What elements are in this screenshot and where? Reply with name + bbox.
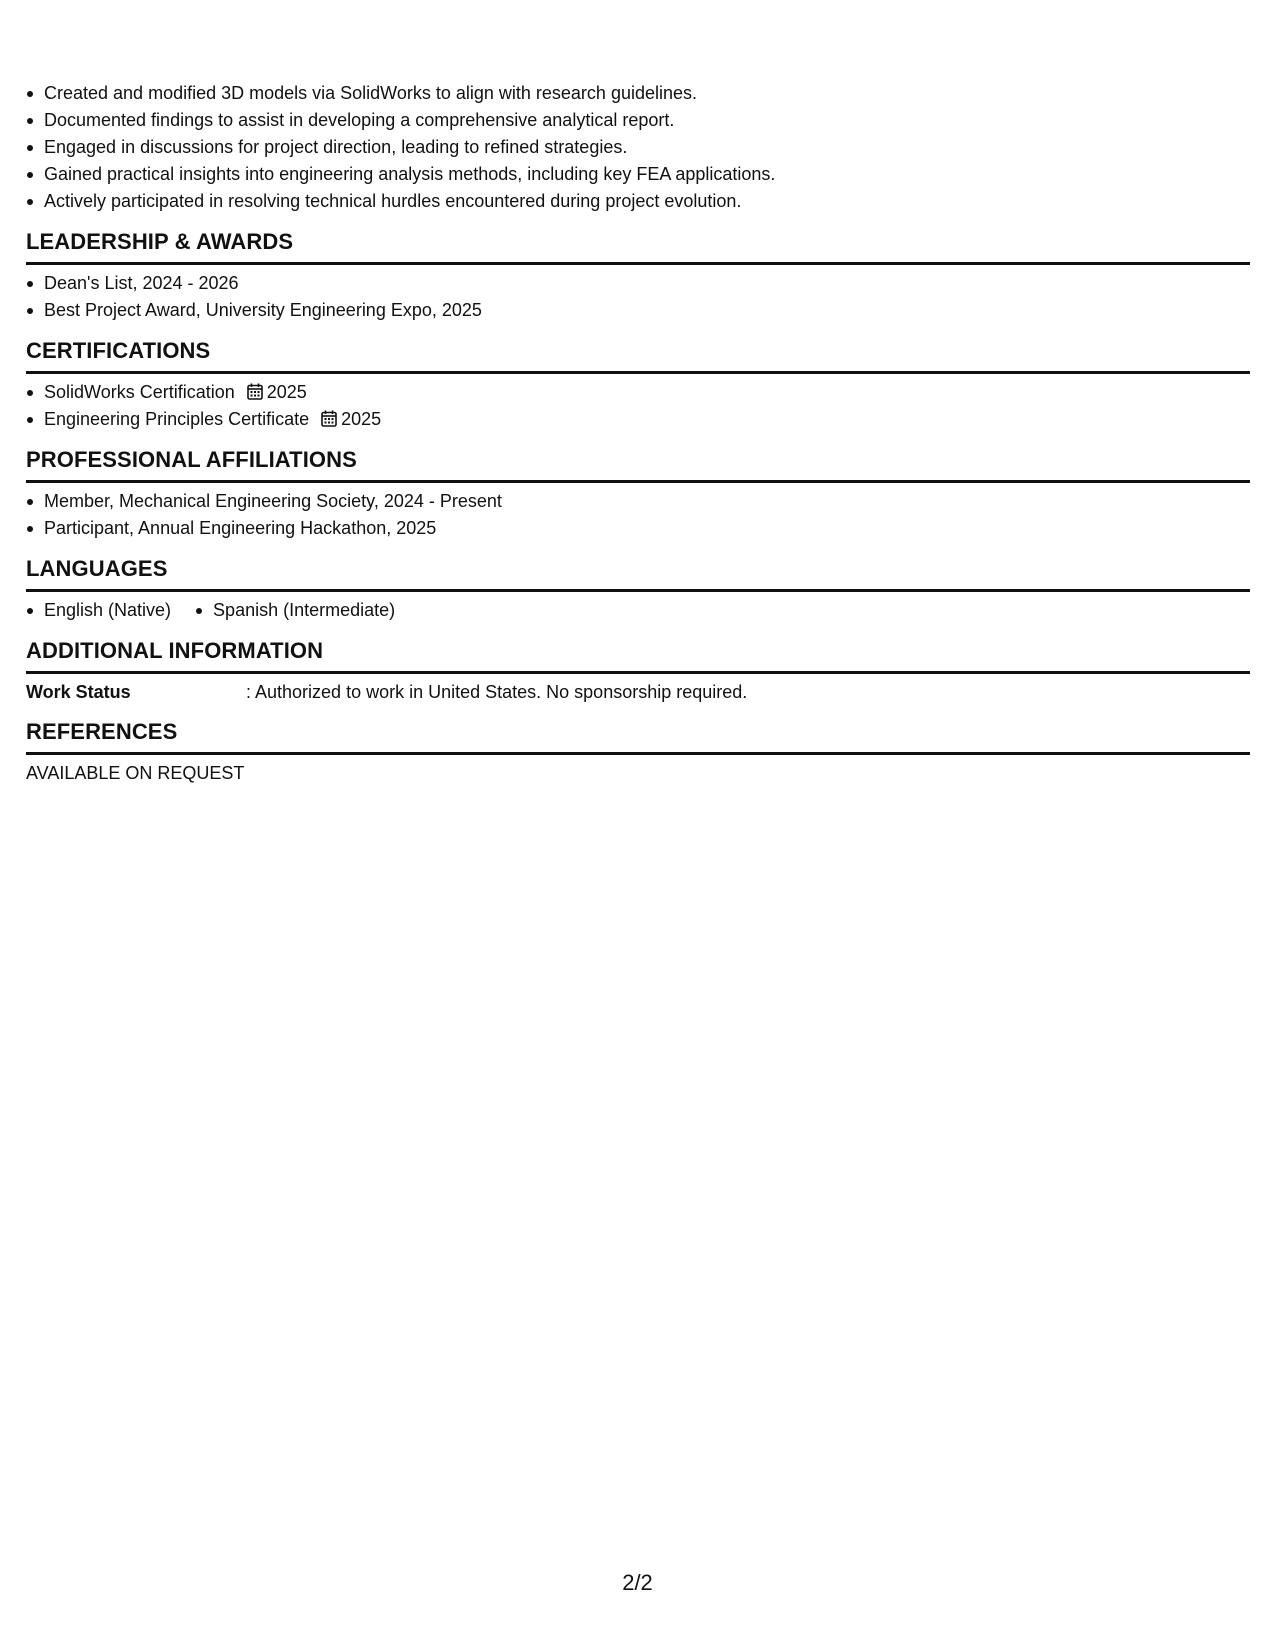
page-number: 2/2 (622, 1570, 653, 1595)
certification-name: Engineering Principles Certificate (44, 409, 310, 429)
additional-info-section (26, 637, 1250, 705)
experience-bullet: Documented findings to assist in developing a comprehensive analytical report. (26, 107, 1250, 134)
leadership-item: Best Project Award, University Engineering Expo, 2025 (26, 297, 1250, 324)
languages-list (26, 597, 1250, 624)
language-item: Spanish (Intermediate) (195, 597, 395, 624)
experience-bullet: Gained practical insights into engineering analysis methods, including key FEA applications. (26, 161, 1250, 188)
certifications-list (26, 379, 1250, 433)
leadership-section (26, 228, 1250, 324)
leadership-list (26, 270, 1250, 324)
experience-bullet: Actively participated in resolving technical hurdles encountered during project evolution. (26, 188, 1250, 215)
affiliation-item: Participant, Annual Engineering Hackathon, 2025 (26, 515, 1250, 542)
section-heading-languages: LANGUAGES (26, 555, 1250, 592)
work-status-label: Work Status (26, 682, 131, 702)
certification-year: 2025 (341, 409, 382, 429)
language-item: English (Native) (26, 597, 171, 624)
affiliations-list (26, 488, 1250, 542)
certification-name: SolidWorks Certification (44, 382, 235, 402)
calendar-icon (247, 381, 263, 408)
affiliations-section (26, 446, 1250, 542)
work-status-row (26, 679, 1250, 705)
experience-bullet-list (26, 80, 1250, 215)
leadership-item: Dean's List, 2024 - 2026 (26, 270, 1250, 297)
work-status-value: : Authorized to work in United States. No sponsorship required. (246, 682, 748, 702)
references-text: AVAILABLE ON REQUEST (26, 763, 245, 783)
experience-bullet: Created and modified 3D models via SolidWorks to align with research guidelines. (26, 80, 1250, 107)
experience-bullet: Engaged in discussions for project direction, leading to refined strategies. (26, 134, 1250, 161)
certification-item (26, 379, 1250, 406)
references-section (26, 718, 1250, 786)
certifications-section (26, 337, 1250, 433)
certification-item (26, 406, 1250, 433)
section-heading-additional-info: ADDITIONAL INFORMATION (26, 637, 1250, 674)
affiliation-item: Member, Mechanical Engineering Society, 2024 - Present (26, 488, 1250, 515)
section-heading-leadership: LEADERSHIP & AWARDS (26, 228, 1250, 265)
languages-section (26, 555, 1250, 624)
resume-page (26, 80, 1250, 786)
section-heading-affiliations: PROFESSIONAL AFFILIATIONS (26, 446, 1250, 483)
calendar-icon (321, 408, 337, 435)
section-heading-references: REFERENCES (26, 718, 1250, 755)
certification-year: 2025 (266, 382, 307, 402)
section-heading-certifications: CERTIFICATIONS (26, 337, 1250, 374)
